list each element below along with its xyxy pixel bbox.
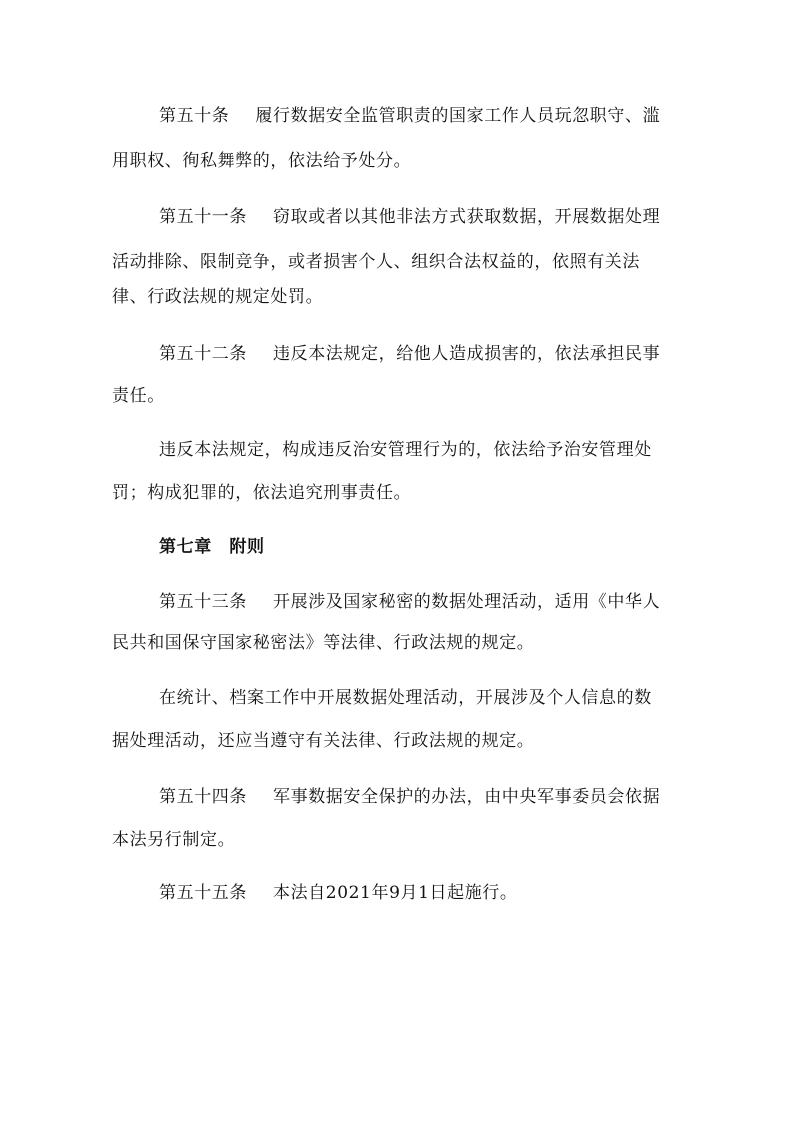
article-52-line-1 — [159, 343, 729, 365]
article-55-line-1 — [159, 882, 729, 904]
article-text: 本法自2021年9月1日起施行。 — [273, 883, 518, 903]
chapter-heading: 第七章 附则 — [159, 537, 265, 557]
article-51-line-3: 律、行政法规的规定处罚。 — [112, 287, 324, 307]
article-number: 第五十四条 — [159, 787, 247, 807]
paragraph-line-1: 违反本法规定，构成违反治安管理行为的，依法给予治安管理处 — [159, 440, 652, 460]
article-50-line-1 — [159, 105, 729, 127]
article-51-line-1 — [159, 206, 729, 228]
article-number: 第五十五条 — [159, 883, 247, 903]
article-number: 第五十一条 — [159, 207, 247, 227]
article-54-line-1 — [159, 786, 729, 808]
article-text: 军事数据安全保护的办法，由中央军事委员会依据 — [273, 787, 661, 807]
article-number: 第五十三条 — [159, 592, 247, 612]
paragraph-line-1: 在统计、档案工作中开展数据处理活动，开展涉及个人信息的数 — [159, 688, 652, 708]
article-53-line-2: 民共和国保守国家秘密法》等法律、行政法规的规定。 — [112, 633, 535, 653]
article-number: 第五十二条 — [159, 344, 247, 364]
article-text: 履行数据安全监管职责的国家工作人员玩忽职守、滥 — [255, 106, 661, 126]
article-text: 开展涉及国家秘密的数据处理活动，适用《中华人 — [273, 592, 661, 612]
paragraph-line-2: 罚；构成犯罪的，依法追究刑事责任。 — [112, 483, 412, 503]
article-52-line-2: 责任。 — [112, 386, 165, 406]
article-text: 违反本法规定，给他人造成损害的，依法承担民事 — [273, 344, 661, 364]
article-50-line-2: 用职权、徇私舞弊的，依法给予处分。 — [112, 151, 412, 171]
article-number: 第五十条 — [159, 106, 230, 126]
article-text: 窃取或者以其他非法方式获取数据，开展数据处理 — [273, 207, 661, 227]
article-54-line-2: 本法另行制定。 — [112, 830, 236, 850]
article-53-line-1 — [159, 591, 729, 613]
article-51-line-2: 活动排除、限制竞争，或者损害个人、组织合法权益的，依照有关法 — [112, 252, 640, 272]
paragraph-line-2: 据处理活动，还应当遵守有关法律、行政法规的规定。 — [112, 731, 535, 751]
